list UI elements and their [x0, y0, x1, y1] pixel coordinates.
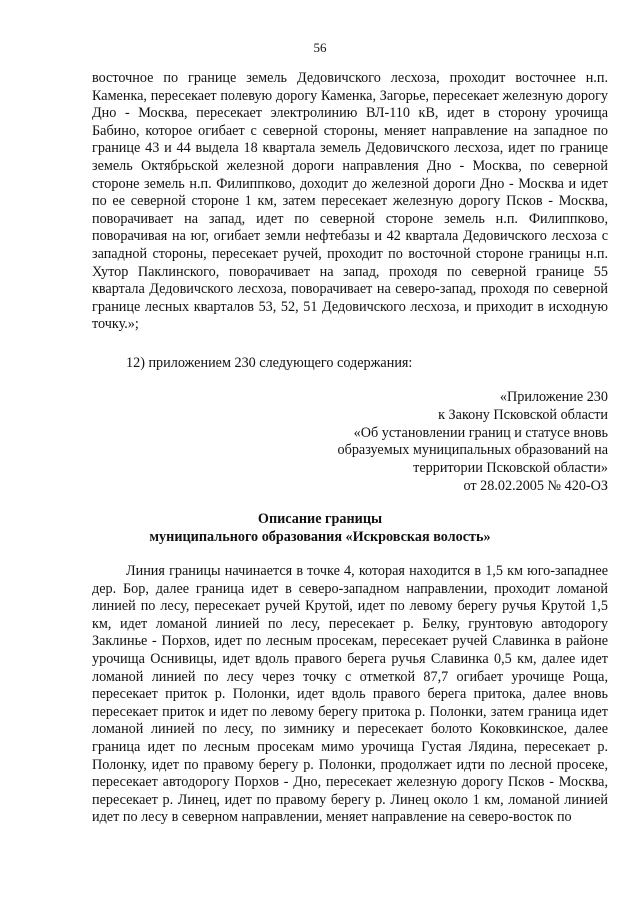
appendix-header — [338, 389, 608, 496]
section-heading — [0, 510, 640, 546]
appendix-law-name-line-3: территории Псковской области» — [413, 460, 608, 477]
appendix-law-reference: к Закону Псковской области — [438, 406, 608, 423]
paragraph-appendix-intro: 12) приложением 230 следующего содержания: — [126, 355, 413, 371]
appendix-law-date-number: от 28.02.2005 № 420-ОЗ — [463, 477, 608, 494]
section-heading-line-1: Описание границы — [257, 511, 383, 527]
section-heading-line-2: муниципального образования «Искровская волость» — [149, 529, 491, 545]
appendix-law-name-line-1: «Об установлении границ и статусе вновь — [353, 424, 608, 441]
appendix-law-name-line-2: образуемых муниципальных образований на — [337, 442, 608, 459]
page-number: 56 — [313, 40, 327, 55]
appendix-title: «Приложение 230 — [499, 389, 608, 405]
paragraph-boundary-description: Линия границы начинается в точке 4, которая находится в 1,5 км юго-западнее дер. Бор, далее граница идет в северо-западном направлении, проходит ломаной линией по лесу, пересекает ручей Крутой, идет по левому берегу ручья Крутой 1,5 км, идет ломаной линией по лесу, пересекает р. Белку, грунтовую автодорогу Заклинье - Порхов, идет по лесным просекам, пересекает ручей Славинка в районе урочища Оснивицы, идет вдоль правого берега ручья Славинка 0,5 км, далее идет ломаной линией по лесу через точку с отметкой 87,7 огибает урочище Роща, пересекает приток р. Полонки, идет вдоль правого берега притока, далее вновь пересекает приток и идет по левому берегу притока р. Полонки, затем граница идет ломаной линией по лесу, по зимнику и пересекает болото Коковкинское, далее граница идет по лесным просекам мимо урочища Густая Лядина, пересекает р. Полонку, идет по правому берегу р. Полонки, продолжает идти по лесной просеке, пересекает автодорогу Порхов - Дно, пересекает железную дорогу Псков - Москва, пересекает р. Линец, идет по правому берегу р. Линец около 1 км, ломаной линией идет по лесу в северном направлении, меняет направление на северо-восток по — [92, 563, 608, 826]
paragraph-boundary-continuation: восточное по границе земель Дедовичского лесхоза, проходит восточнее н.п. Каменка, пересекает полевую дорогу Каменка, Загорье, пересекает железную дорогу Дно - Москва, пересекает электролинию ВЛ-110 кВ, идет в сторону урочища Бабино, которое огибает с северной стороны, меняет направление на западное по границе 43 и 44 выдела 18 квартала земель Дедовичского лесхоза, идет по границе земель Октябрьской железной дороги направления Дно - Москва, по северной стороне земель н.п. Филиппково, доходит до железной дороги Дно - Москва и идет по ее северной стороне 1 км, затем пересекает железную дорогу Псков - Москва, поворачивает на запад, идет по северной стороне земель н.п. Филиппково, поворачивая на юг, огибает земли нефтебазы и 42 квартала Дедовичского лесхоза с западной стороны, пересекает ручей, проходит по восточной стороне границы н.п. Хутор Паклинского, поворачивает на запад, проходя по северной границе 55 квартала Дедовичского лесхоза, поворачивает на северо-запад, проходя по северной границе лесных кварталов 53, 52, 51 Дедовичского лесхоза, и приходит в исходную точку.»; — [92, 70, 608, 333]
